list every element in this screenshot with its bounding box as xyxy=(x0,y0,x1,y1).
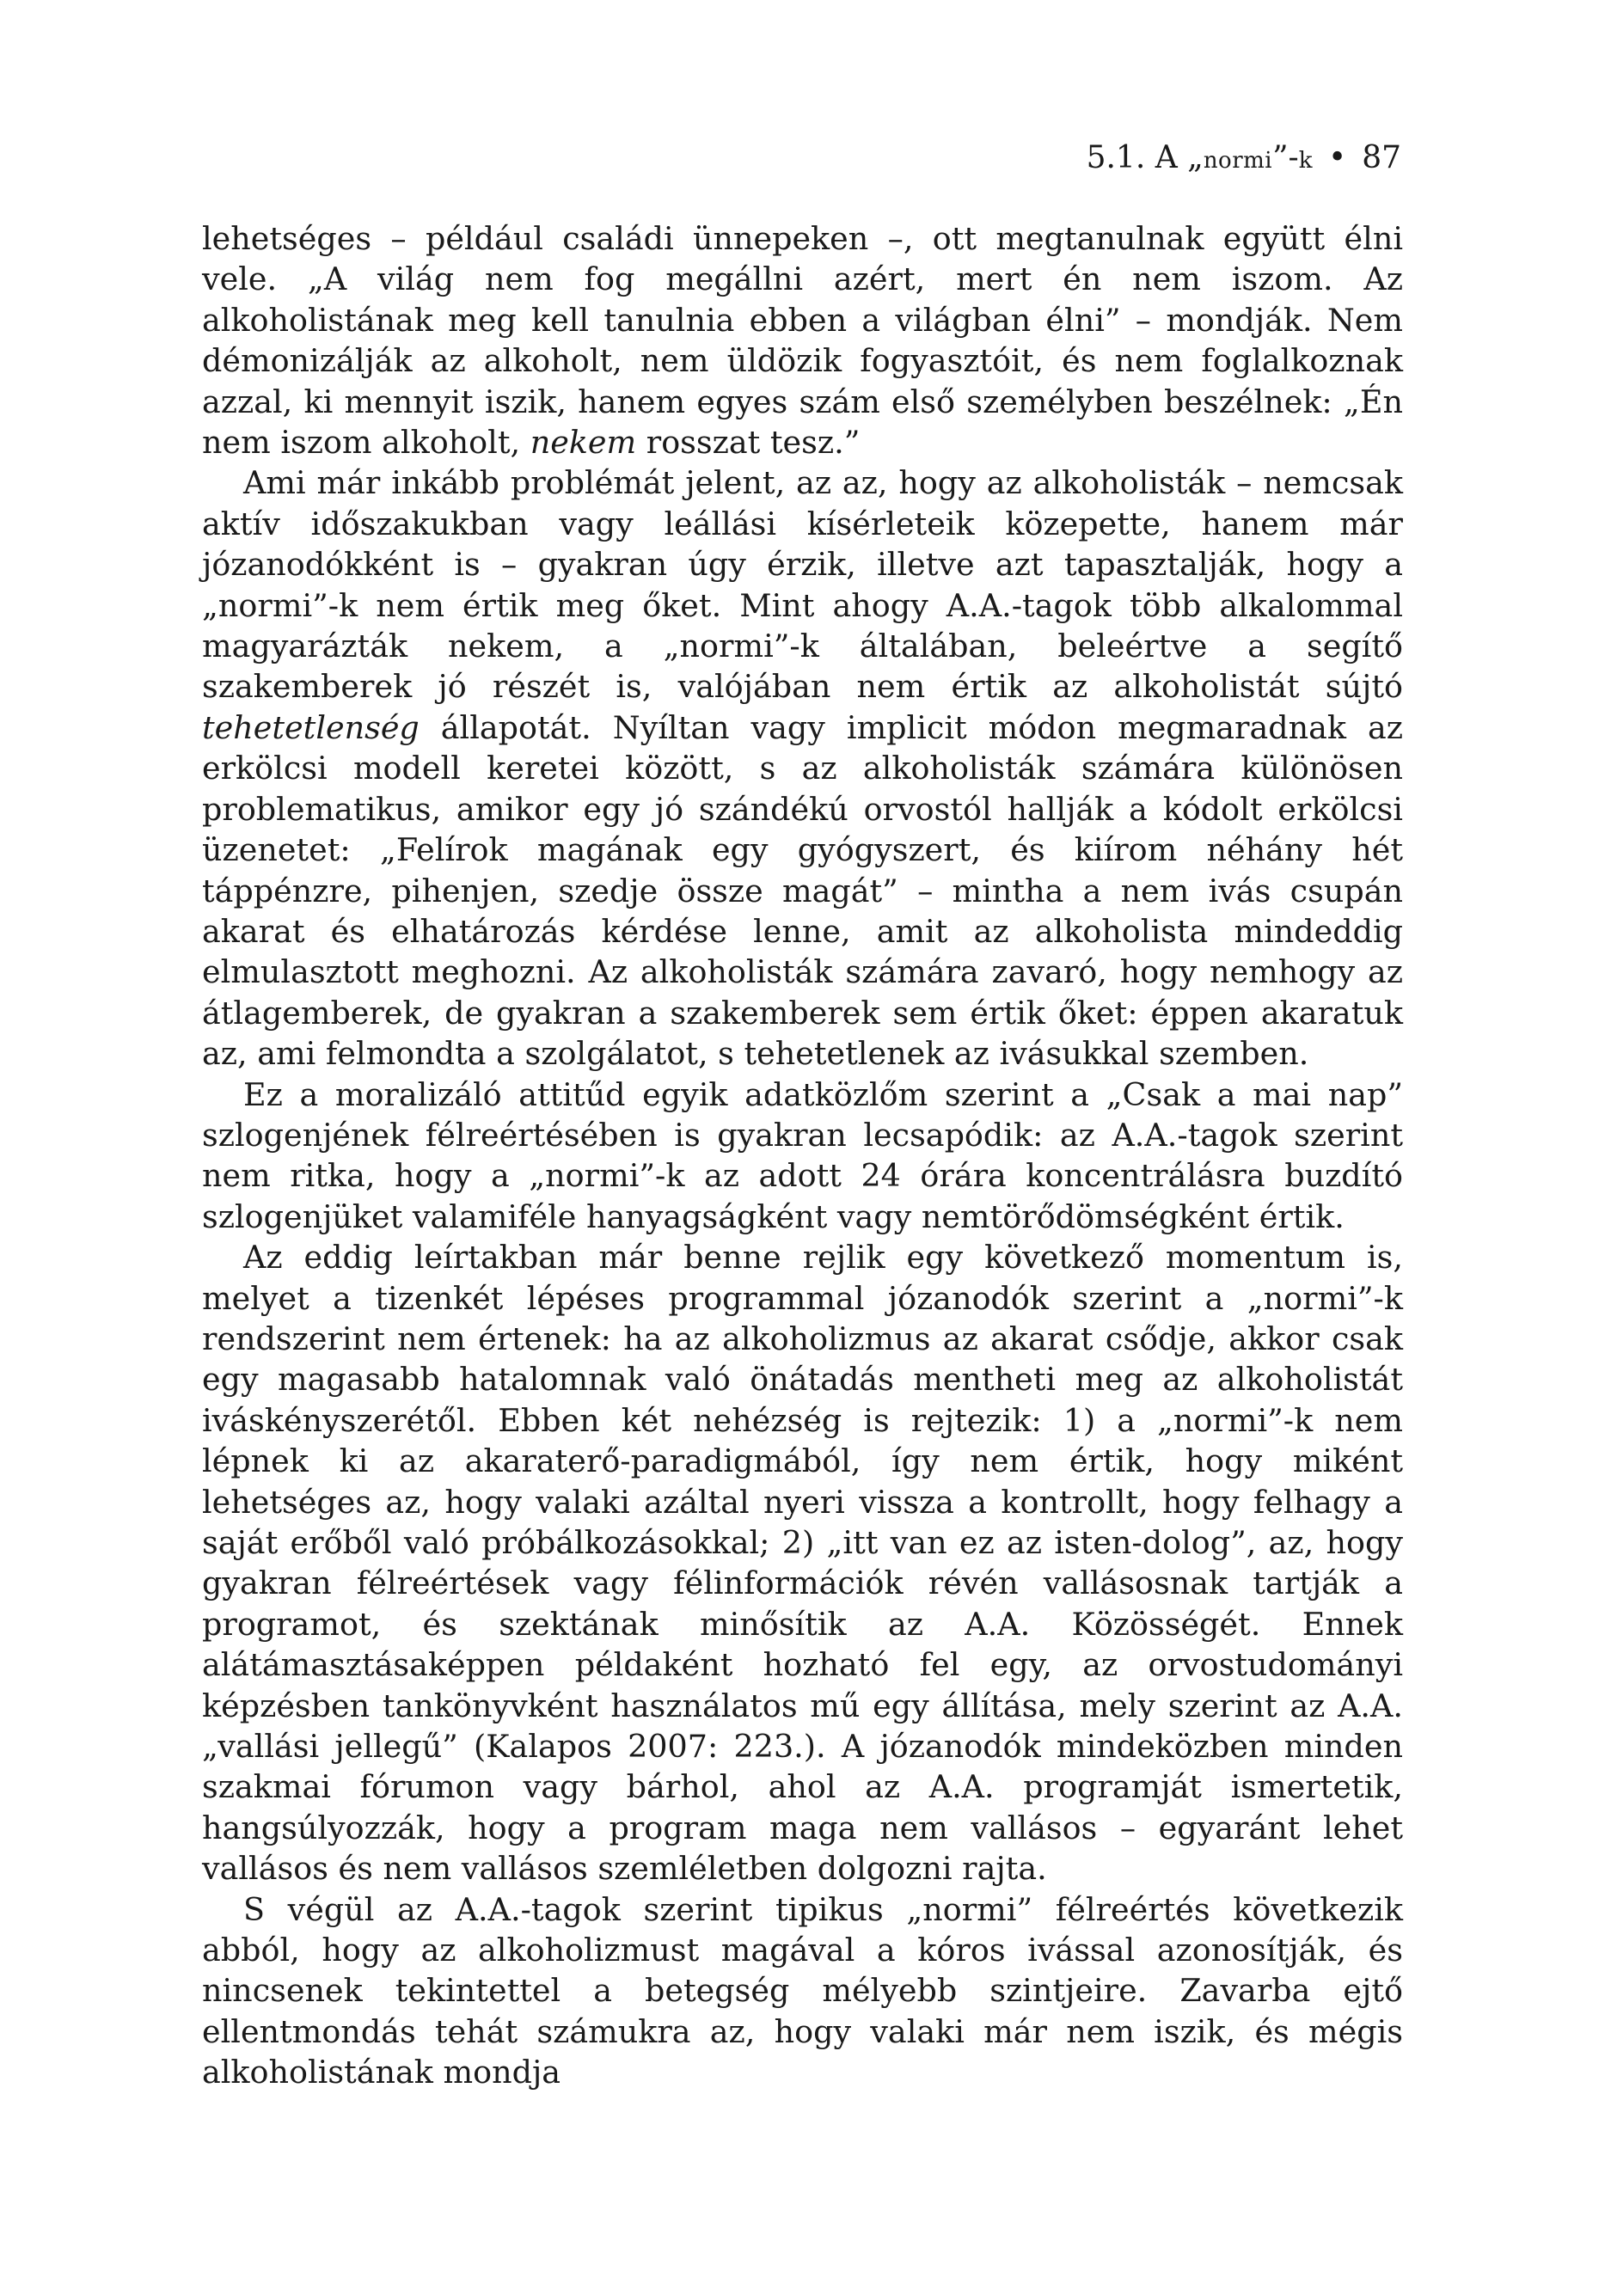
paragraph xyxy=(202,1237,1403,1889)
emphasis-text: nekem xyxy=(530,424,637,462)
section-title: 5.1. A „normi”-k xyxy=(1086,140,1313,175)
paragraph xyxy=(202,1075,1403,1238)
paragraph-text: rosszat tesz.” xyxy=(636,424,861,462)
paragraph-text: Az eddig leírtakban már benne rejlik egy következő momentum is, melyet a tizenkét lépéses programmal józanodók szerint a „normi”-k rendszerint nem értenek: ha az alkoholizmus az akarat csődje, akkor csak egy magasabb hatalomnak való önátadás mentheti meg az alkoholistát iváskényszerétől. Ebben két nehézség is rejtezik: 1) a „normi”-k nem lépnek ki az akaraterő-paradigmából, így nem értik, hogy miként lehetséges az, hogy valaki azáltal nyeri vissza a kontrollt, hogy felhagy a saját erőből való próbálkozásokkal; 2) „itt van ez az isten-dolog”, az, hogy gyakran félreértések vagy félinformációk révén vallásosnak tartják a programot, és szektának minősítik az A.A. Közösségét. Ennek alátámasztásaképpen példaként hozható fel egy, az orvostudományi képzésben tankönyvként használatos mű egy állítása, mely szerint az A.A. „vallási jellegű” (Kalapos 2007: 223.). A józanodók mindeközben minden szakmai fórumon vagy bárhol, ahol az A.A. programját ismertetik, hangsúlyozzák, hogy a program maga nem vallásos – egyaránt lehet vallásos és nem vallásos szemléletben dolgozni rajta. xyxy=(202,1239,1403,1888)
paragraph-text: állapotát. Nyíltan vagy implicit módon megmaradnak az erkölcsi modell keretei között, s az alkoholisták számára különösen problematikus, amikor egy jó szándékú orvostól hallják a kódolt erkölcsi üzenetet: „Felírok magának egy gyógyszert, és kiírom néhány hét táppénzre, pihenjen, szedje össze magát” – mintha a nem ivás csupán akarat és elhatározás kérdése lenne, amit az alkoholista mindeddig elmulasztott meghozni. Az alkoholisták számára zavaró, hogy nemhogy az átlagemberek, de gyakran a szakemberek sem értik őket: éppen akaratuk az, ami felmondta a szolgálatot, s tehetetlenek az ivásukkal szemben. xyxy=(202,708,1403,1073)
paragraph-text: lehetséges – például családi ünnepeken –, ott megtanulnak együtt élni vele. „A világ nem fog megállni azért, mert én nem iszom. Az alkoholistának meg kell tanulnia ebben a világban élni” – mondják. Nem démonizálják az alkoholt, nem üldözik fogyasztóit, és nem foglalkoznak azzal, ki mennyit iszik, hanem egyes szám első személyben beszélnek: „Én nem iszom alkoholt, xyxy=(202,220,1403,462)
page-number: 87 xyxy=(1362,140,1401,175)
paragraph-text: Ami már inkább problémát jelent, az az, hogy az alkoholisták – nemcsak aktív időszakukban vagy leállási kísérleteik közepette, hanem már józanodókként is – gyakran úgy érzik, illetve azt tapasztalják, hogy a „normi”-k nem értik meg őket. Mint ahogy A.A.-tagok több alkalommal magyarázták nekem, a „normi”-k általában, beleértve a segítő szakemberek jó részét is, valójában nem értik az alkoholistát sújtó xyxy=(202,464,1403,706)
emphasis-text: tehetetlenség xyxy=(202,708,420,746)
paragraph xyxy=(202,1889,1403,2093)
body-text xyxy=(202,218,1403,2093)
paragraph xyxy=(202,218,1403,462)
running-header xyxy=(1087,139,1401,180)
paragraph xyxy=(202,462,1403,1074)
paragraph-text: S végül az A.A.-tagok szerint tipikus „normi” félreértés következik abból, hogy az alkoholizmust magával a kóros ivással azonosítják, és nincsenek tekintettel a betegség mélyebb szintjeire. Zavarba ejtő ellentmondás tehát számukra az, hogy valaki már nem iszik, és mégis alkoholistának mondja xyxy=(202,1890,1403,2091)
paragraph-text: Ez a moralizáló attitűd egyik adatközlőm szerint a „Csak a mai nap” szlogenjének félreértésében is gyakran lecsapódik: az A.A.-tagok szerint nem ritka, hogy a „normi”-k az adott 24 órára koncentrálásra buzdító szlogenjüket valamiféle hanyagságként vagy nemtörődömségként értik. xyxy=(202,1075,1403,1235)
bullet-separator: • xyxy=(1327,140,1347,175)
